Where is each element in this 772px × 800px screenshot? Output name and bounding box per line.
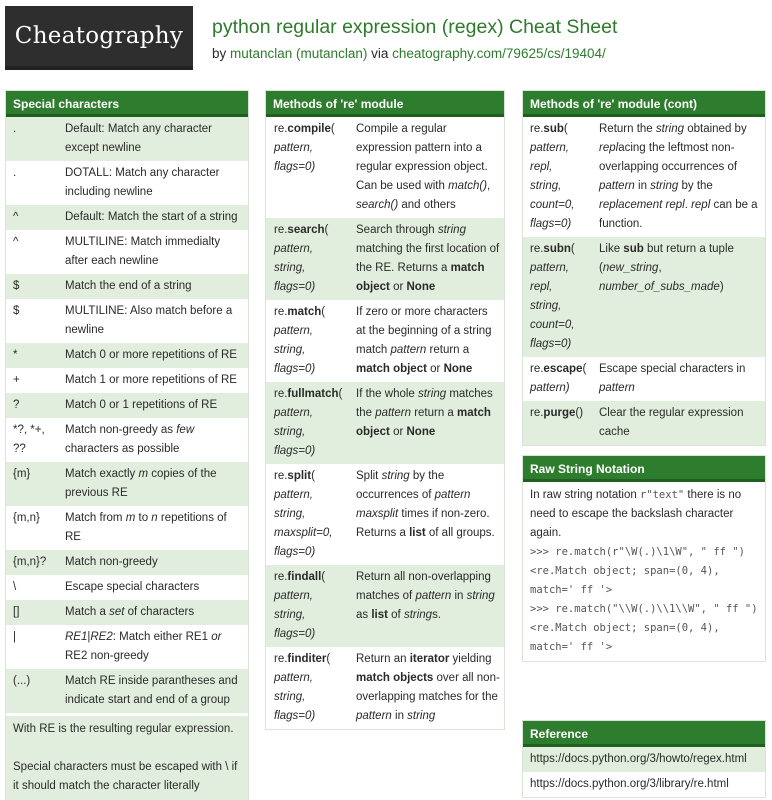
- method-cont-signature: re.subn( pattern, repl, string, count=0, flags=0): [530, 243, 575, 350]
- special-note: [6, 713, 248, 800]
- method-name: split: [287, 470, 312, 482]
- method-description: If the whole string matches the pattern return a match object or None: [356, 388, 493, 438]
- methods-heading: Methods of 're' module: [266, 91, 504, 117]
- method-arg: string,: [274, 344, 306, 356]
- method-cont-description: Like sub but return a tuple (new_string, number_of_subs_made): [599, 243, 734, 293]
- special-row: [6, 161, 248, 205]
- method-name: match: [287, 306, 322, 318]
- method-arg: string,: [530, 180, 562, 192]
- method-arg: repl,: [530, 161, 553, 173]
- method-arg: count=0,: [530, 319, 575, 331]
- special-description: MULTILINE: Also match before a newline: [65, 305, 233, 336]
- special-symbol: (...): [13, 675, 31, 687]
- special-description: Escape special characters: [65, 581, 200, 593]
- method-signature: re.findall( pattern, string, flags=0): [274, 571, 326, 640]
- sheet-url-link[interactable]: cheatography.com/79625/cs/19404/: [392, 46, 606, 61]
- special-symbol: {m}: [13, 468, 31, 480]
- method-name: findall: [287, 571, 322, 583]
- special-row: [6, 368, 248, 393]
- special-row: [6, 205, 248, 230]
- method-signature: re.fullmatch( pattern, string, flags=0): [274, 388, 343, 457]
- method-arg: flags=0): [274, 281, 316, 293]
- raw-code-line: >>> re.match("\\W(.)\\1\\W", " ff "): [530, 603, 758, 615]
- method-row: [266, 218, 504, 300]
- method-signature: re.search( pattern, string, flags=0): [274, 224, 329, 293]
- method-row: [266, 117, 504, 218]
- author-link[interactable]: mutanclan (mutanclan): [230, 46, 368, 61]
- method-row: [266, 300, 504, 382]
- special-symbol: ?: [13, 399, 20, 411]
- method-row: [266, 565, 504, 647]
- method-signature: re.match( pattern, string, flags=0): [274, 306, 326, 375]
- special-characters-heading: Special characters: [6, 91, 248, 117]
- method-signature: re.compile( pattern, flags=0): [274, 123, 335, 173]
- raw-string-intro: [530, 486, 758, 543]
- special-symbol: $: [13, 305, 20, 317]
- method-arg: flags=0): [530, 338, 572, 350]
- method-description: If zero or more characters at the beginning of a string match pattern return a match object or None: [356, 306, 492, 375]
- method-arg: pattern): [530, 382, 570, 394]
- special-symbol: .: [13, 167, 17, 179]
- special-description: Match RE inside parantheses and indicate start and end of a group: [65, 675, 238, 706]
- method-name: search: [287, 224, 325, 236]
- method-arg: pattern,: [274, 590, 313, 602]
- method-arg: pattern,: [274, 407, 313, 419]
- method-name: fullmatch: [287, 388, 339, 400]
- method-name: sub: [543, 123, 564, 135]
- special-description: Match exactly m copies of the previous RE: [65, 468, 217, 499]
- special-symbol: +: [13, 374, 20, 386]
- method-name: compile: [287, 123, 331, 135]
- special-description: Match 1 or more repetitions of RE: [65, 374, 237, 386]
- special-note-2: Special characters must be escaped with \ if it should match the character literally: [13, 761, 238, 792]
- method-arg: pattern,: [274, 672, 313, 684]
- special-symbol: ^: [13, 236, 19, 248]
- special-description: MULTILINE: Match immedialty after each newline: [65, 236, 221, 267]
- special-symbol: |: [13, 631, 16, 643]
- special-description: Match from m to n repetitions of RE: [65, 512, 227, 543]
- method-name: finditer: [287, 653, 327, 665]
- special-description: Match non-greedy as few characters as possible: [65, 424, 195, 455]
- method-arg: flags=0): [274, 363, 316, 375]
- special-symbol: *?, *+, ??: [13, 424, 45, 455]
- methods-box: [265, 90, 505, 730]
- method-arg: pattern,: [530, 142, 569, 154]
- raw-code-line: <re.Match object; span=(0, 4), match=' ff '>: [530, 622, 720, 653]
- special-row: [6, 669, 248, 713]
- method-cont-row: [523, 357, 765, 401]
- special-row: [6, 625, 248, 669]
- special-symbol: .: [13, 123, 17, 135]
- method-arg: flags=0): [274, 161, 316, 173]
- method-arg: pattern,: [274, 325, 313, 337]
- special-symbol: *: [13, 349, 18, 361]
- method-name: subn: [543, 243, 571, 255]
- method-arg: flags=0): [274, 546, 316, 558]
- raw-code-line: <re.Match object; span=(0, 4), match=' ff '>: [530, 565, 720, 596]
- special-row: [6, 343, 248, 368]
- special-symbol: []: [13, 606, 20, 618]
- method-description: Compile a regular expression pattern into a regular expression object. Can be used with match(), search() and others: [356, 123, 491, 211]
- special-description: Match a set of characters: [65, 606, 195, 618]
- special-symbol: ^: [13, 211, 19, 223]
- method-cont-row: [523, 237, 765, 357]
- method-cont-row: [523, 401, 765, 445]
- raw-intro-text-2: there is no need to escape the backslash character again.: [530, 489, 742, 539]
- method-arg: string,: [274, 609, 306, 621]
- special-description: Default: Match any character except newline: [65, 123, 213, 154]
- byline-via: via: [367, 46, 393, 61]
- special-row: [6, 575, 248, 600]
- special-note-1: With RE is the resulting regular expression.: [13, 723, 234, 735]
- method-description: Search through string matching the first location of the RE. Returns a match object or None: [356, 224, 500, 293]
- method-name: escape: [543, 363, 583, 375]
- special-row: [6, 600, 248, 625]
- byline: [212, 44, 606, 63]
- method-arg: string,: [274, 691, 306, 703]
- method-arg: pattern,: [530, 262, 569, 274]
- special-characters-box: [5, 90, 249, 800]
- special-symbol: {m,n}: [13, 512, 40, 524]
- reference-box: [522, 720, 766, 798]
- special-row: [6, 299, 248, 343]
- method-arg: pattern,: [274, 243, 313, 255]
- method-cont-signature: re.sub( pattern, repl, string, count=0, flags=0): [530, 123, 575, 230]
- method-description: Return all non-overlapping matches of pattern in string as list of strings.: [356, 571, 495, 621]
- raw-string-heading: Raw String Notation: [523, 456, 765, 482]
- special-row: [6, 550, 248, 575]
- reference-heading: Reference: [523, 721, 765, 747]
- method-arg: string,: [530, 300, 562, 312]
- raw-intro-text: In raw string notation: [530, 489, 640, 501]
- method-arg: string,: [274, 426, 306, 438]
- special-row: [6, 462, 248, 506]
- special-description: Match 0 or 1 repetitions of RE: [65, 399, 218, 411]
- special-description: DOTALL: Match any character including newline: [65, 167, 220, 198]
- method-cont-description: Escape special characters in pattern: [599, 363, 746, 394]
- special-row: [6, 117, 248, 161]
- method-arg: string,: [274, 262, 306, 274]
- special-row: [6, 393, 248, 418]
- method-signature: re.split( pattern, string, maxsplit=0, flags=0): [274, 470, 333, 558]
- special-description: Match 0 or more repetitions of RE: [65, 349, 237, 361]
- method-arg: count=0,: [530, 199, 575, 211]
- method-cont-signature: re.purge(): [530, 407, 584, 419]
- method-arg: flags=0): [274, 710, 316, 722]
- method-arg: flags=0): [530, 218, 572, 230]
- method-row: [266, 382, 504, 464]
- method-description: Split string by the occurrences of pattern maxsplit times if non-zero. Returns a list of all groups.: [356, 470, 495, 539]
- special-symbol: \: [13, 581, 17, 593]
- special-row: [6, 418, 248, 462]
- method-row: [266, 464, 504, 565]
- raw-string-body: [523, 482, 765, 661]
- method-arg: maxsplit=0,: [274, 527, 333, 539]
- method-cont-description: Return the string obtained by replacing the leftmost non-overlapping occurrences of pattern in string by the replacement repl. repl can be a function.: [599, 123, 758, 230]
- special-row: [6, 274, 248, 299]
- method-cont-description: Clear the regular expression cache: [599, 407, 744, 438]
- method-arg: pattern,: [274, 489, 313, 501]
- reference-link[interactable]: https://docs.python.org/3/howto/regex.html: [523, 747, 765, 772]
- methods-cont-box: [522, 90, 766, 446]
- method-cont-signature: re.escape( pattern): [530, 363, 587, 394]
- logo-text: Cheatography: [14, 22, 184, 49]
- method-row: [266, 647, 504, 729]
- reference-link[interactable]: https://docs.python.org/3/library/re.html: [530, 778, 729, 790]
- methods-cont-heading: Methods of 're' module (cont): [523, 91, 765, 117]
- special-description: Match non-greedy: [65, 556, 158, 568]
- raw-code-line: >>> re.match(r"\W(.)\1\W", " ff "): [530, 546, 745, 558]
- method-arg: flags=0): [274, 628, 316, 640]
- method-arg: string,: [274, 508, 306, 520]
- special-symbol: $: [13, 280, 20, 292]
- method-signature: re.finditer( pattern, string, flags=0): [274, 653, 331, 722]
- cheatography-logo[interactable]: [5, 6, 193, 70]
- method-description: Return an iterator yielding match objects over all non-overlapping matches for the pattern in string: [356, 653, 500, 722]
- special-description: Default: Match the start of a string: [65, 211, 238, 223]
- method-arg: repl,: [530, 281, 553, 293]
- method-cont-row: [523, 117, 765, 237]
- special-description: RE1|RE2: Match either RE1 or RE2 non-greedy: [65, 631, 222, 662]
- byline-by: by: [212, 46, 231, 61]
- special-row: [6, 506, 248, 550]
- method-arg: pattern,: [274, 142, 313, 154]
- special-description: Match the end of a string: [65, 280, 192, 292]
- method-name: purge: [543, 407, 576, 419]
- page-title: python regular expression (regex) Cheat Sheet: [212, 16, 618, 38]
- raw-string-box: [522, 455, 766, 662]
- special-symbol: {m,n}?: [13, 556, 47, 568]
- raw-intro-code: r"text": [639, 489, 685, 501]
- special-row: [6, 230, 248, 274]
- method-arg: flags=0): [274, 445, 316, 457]
